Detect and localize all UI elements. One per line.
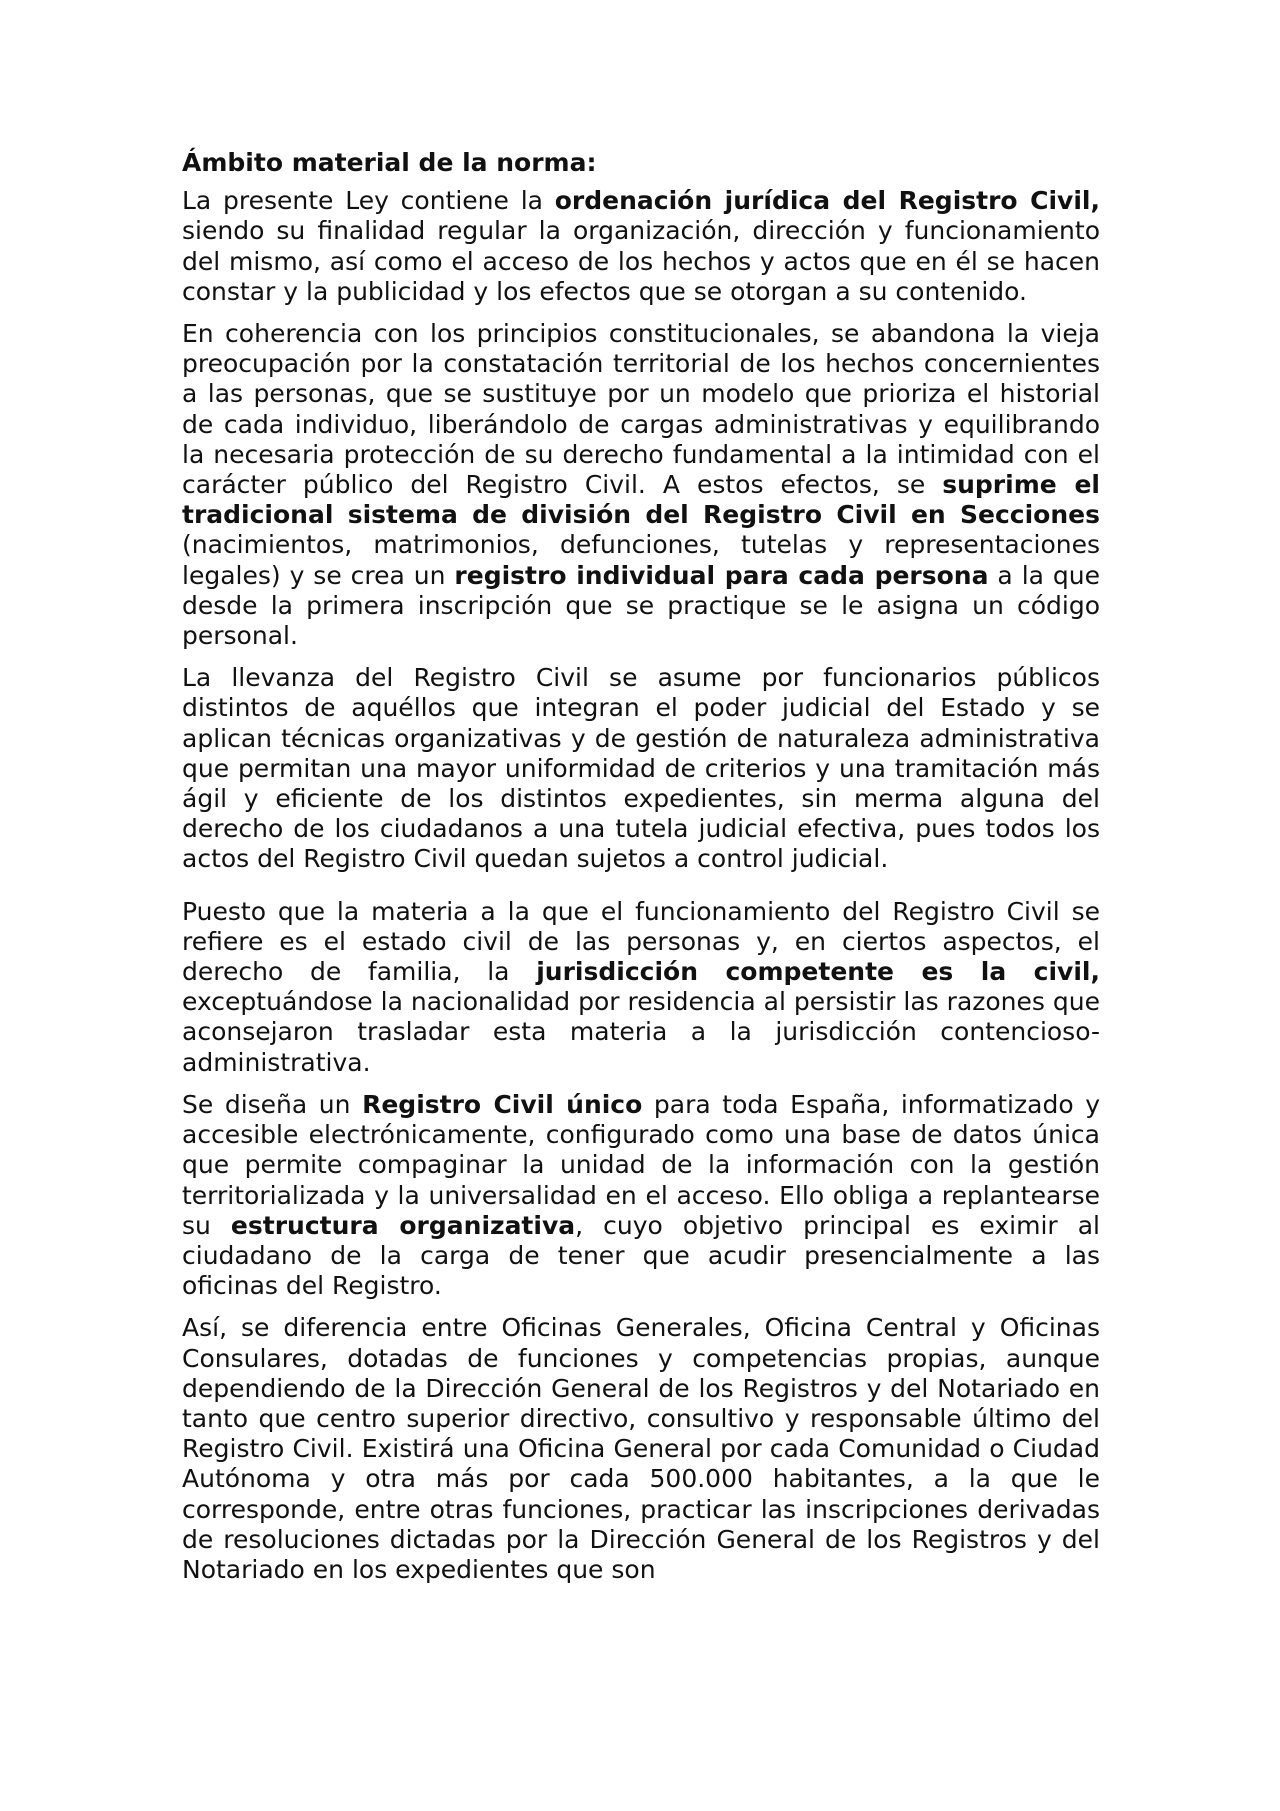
text-segment: siendo su finalidad regular la organización, dirección y funcionamiento del mismo, así como el acceso de los hechos y actos que en él se hacen constar y la publicidad y los efectos que se otorgan a su contenido. [182,216,1100,306]
text-segment: para toda España, informatizado y accesible electrónicamente, configurado como una base de datos única que permite compaginar la unidad de la información con la gestión territorializada y la universalidad en el acceso. Ello obliga a replantearse su [182,1089,1100,1240]
text-segment: , cuyo objetivo principal es eximir al ciudadano de la carga de tener que acudir presencialmente a las oficinas del Registro. [182,1210,1100,1301]
paragraph-jurisdiccion [182,897,1100,1078]
text-segment: a la que desde la primera inscripción que se practique se le asigna un código personal. [182,560,1101,651]
paragraph-llevanza [182,663,1100,874]
paragraph-oficinas [182,1313,1100,1585]
bold-segment: suprime el tradicional sistema de división del Registro Civil en Secciones [182,470,1100,530]
text-segment: (nacimientos, matrimonios, defunciones, tutelas y representaciones legales) y se crea un [182,530,1100,590]
text-segment: En coherencia con los principios constitucionales, se abandona la vieja preocupación por la constatación territorial de los hechos concernientes a las personas, que se sustituye por un modelo que prioriza el historial de cada individuo, liberándolo de cargas administrativas y equilibrando la necesaria protección de su derecho fundamental a la intimidad con el carácter público del Registro Civil. A estos efectos, se [182,319,1100,500]
text-segment: Puesto que la materia a la que el funcionamiento del Registro Civil se refiere es el estado civil de las personas y, en ciertos aspectos, el derecho de familia, la [182,896,1100,987]
section-heading: Ámbito material de la norma: [182,148,597,177]
bold-segment: jurisdicción competente es la civil, [536,957,1100,987]
text-segment: Así, se diferencia entre Oficinas Generales, Oficina Central y Oficinas Consulares, dotadas de funciones y competencias propias, aunque dependiendo de la Dirección General de los Registros y del Notariado en tanto que centro superior directivo, consultivo y responsable último del Registro Civil. Existirá una Oficina General por cada Comunidad o Ciudad Autónoma y otra más por cada 500.000 habitantes, a la que le corresponde, entre otras funciones, practicar las inscripciones derivadas de resoluciones dictadas por la Dirección General de los Registros y del Notariado en los expedientes que son [182,1313,1100,1584]
paragraph-principios [182,319,1100,651]
paragraph-ordenacion [182,186,1100,307]
text-segment: exceptuándose la nacionalidad por residencia al persistir las razones que aconsejaron trasladar esta materia a la jurisdicción contencioso-administrativa. [182,987,1100,1077]
text-segment: La llevanza del Registro Civil se asume por funcionarios públicos distintos de aquéllos que integran el poder judicial del Estado y se aplican técnicas organizativas y de gestión de naturaleza administrativa que permitan una mayor uniformidad de criterios y una tramitación más ágil y eficiente de los distintos expedientes, sin merma alguna del derecho de los ciudadanos a una tutela judicial efectiva, pues todos los actos del Registro Civil quedan sujetos a control judicial. [182,663,1100,874]
bold-segment: Registro Civil único [362,1089,643,1119]
document-page [182,148,1100,1597]
text-segment: Se diseña un [182,1089,363,1119]
bold-segment: registro individual para cada persona [454,560,989,590]
bold-segment: estructura organizativa [230,1210,576,1240]
paragraph-registro-unico [182,1090,1100,1301]
text-segment: La presente Ley contiene la [182,186,555,216]
bold-segment: ordenación jurídica del Registro Civil, [554,186,1100,216]
